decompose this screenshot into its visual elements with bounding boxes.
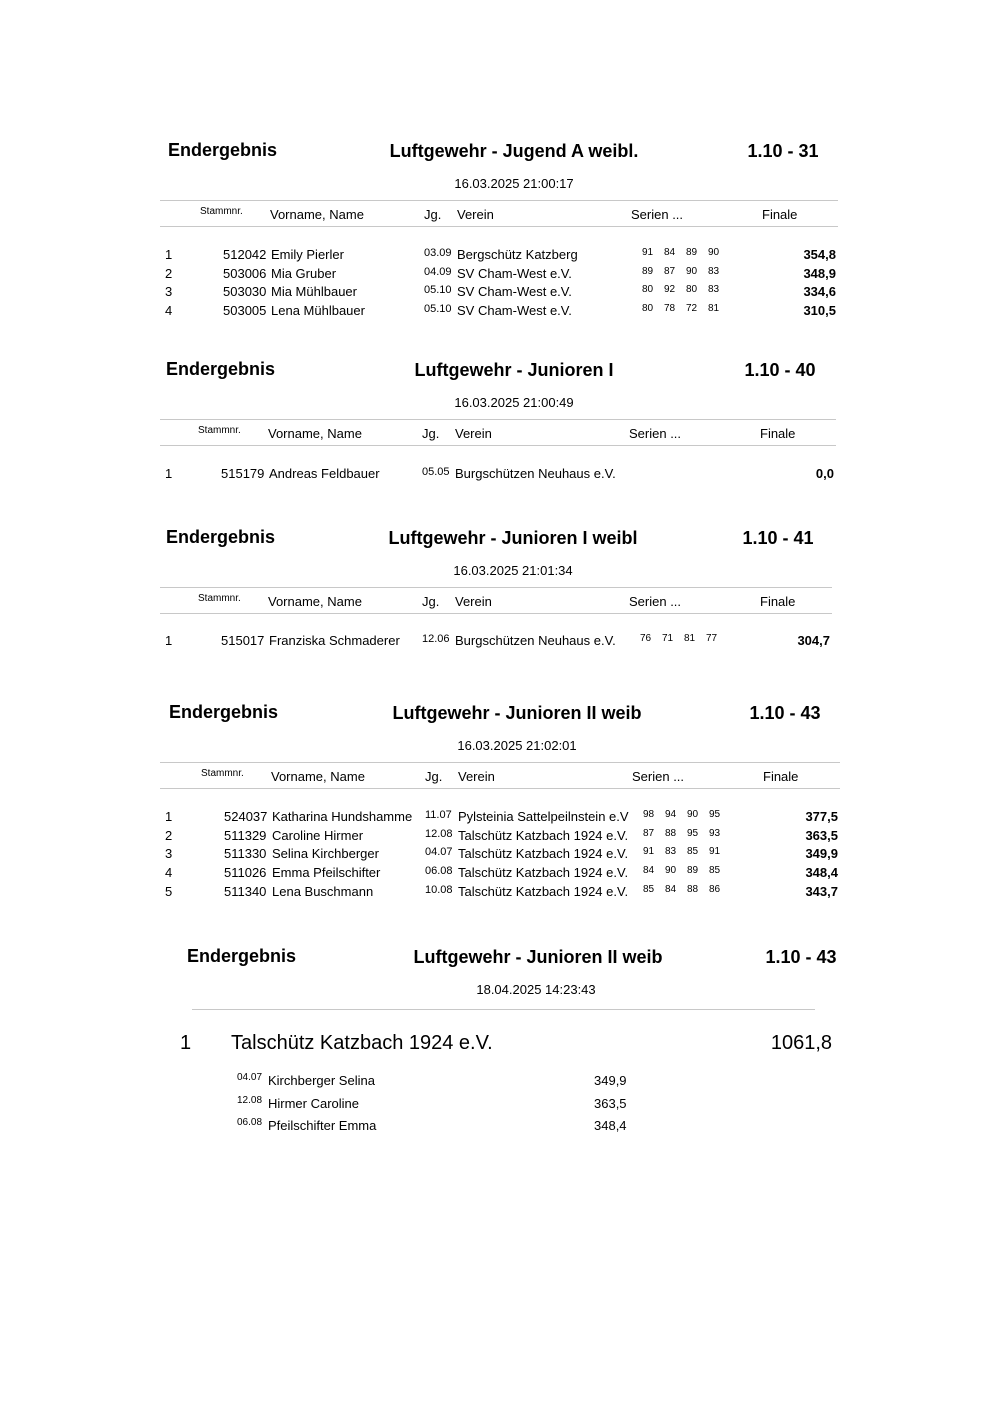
section-datetime: 16.03.2025 21:02:01 xyxy=(457,738,577,753)
team-member-name: Hirmer Caroline xyxy=(268,1096,360,1111)
team-member-jg: 06.08 xyxy=(237,1117,263,1128)
row-jg: 05.10 xyxy=(424,303,452,315)
row-verein: Talschütz Katzbach 1924 e.V. xyxy=(458,828,629,843)
row-finale: 343,7 xyxy=(805,884,838,899)
header-top-divider xyxy=(160,200,838,201)
header-top-divider xyxy=(160,419,836,420)
row-rank: 2 xyxy=(165,266,173,281)
row-stammnr: 503030 xyxy=(223,284,267,299)
row-verein: Talschütz Katzbach 1924 e.V. xyxy=(458,884,629,899)
row-series-score: 84 xyxy=(643,865,655,876)
row-rank: 3 xyxy=(165,846,173,861)
row-name: Franziska Schmaderer xyxy=(269,633,400,648)
header-top-divider xyxy=(160,762,840,763)
column-header-finale: Finale xyxy=(760,594,796,609)
row-series-score: 81 xyxy=(708,303,720,314)
team-member-score: 348,4 xyxy=(594,1118,627,1133)
row-finale: 310,5 xyxy=(803,303,836,318)
section-title: Luftgewehr - Junioren I xyxy=(414,360,614,380)
row-series-score: 90 xyxy=(665,865,677,876)
row-stammnr: 515179 xyxy=(221,466,265,481)
row-jg: 04.09 xyxy=(424,266,452,278)
row-finale: 334,6 xyxy=(803,284,836,299)
row-series-score: 90 xyxy=(687,809,699,820)
row-jg: 04.07 xyxy=(425,846,453,858)
row-series-score: 72 xyxy=(686,303,698,314)
row-stammnr: 511340 xyxy=(224,884,267,899)
header-bottom-divider xyxy=(160,613,832,614)
section-datetime: 16.03.2025 21:00:49 xyxy=(454,395,574,410)
row-finale: 377,5 xyxy=(805,809,838,824)
row-series-score: 83 xyxy=(708,284,720,295)
row-verein: Pylsteinia Sattelpeilnstein e.V xyxy=(458,809,629,824)
row-jg: 12.08 xyxy=(425,828,453,840)
row-series-score: 81 xyxy=(684,633,696,644)
row-series-score: 80 xyxy=(642,303,654,314)
row-rank: 1 xyxy=(165,809,173,824)
row-finale: 363,5 xyxy=(805,828,838,843)
row-series-score: 87 xyxy=(643,828,655,839)
team-section-heading: Endergebnis xyxy=(187,946,297,966)
section-code: 1.10 - 31 xyxy=(747,141,819,161)
row-name: Katharina Hundshamme xyxy=(272,809,413,824)
row-rank: 1 xyxy=(165,633,173,648)
row-jg: 05.05 xyxy=(422,466,450,478)
row-verein: Talschütz Katzbach 1924 e.V. xyxy=(458,846,629,861)
row-series-score: 71 xyxy=(662,633,674,644)
row-verein: Talschütz Katzbach 1924 e.V. xyxy=(458,865,629,880)
row-jg: 10.08 xyxy=(425,884,453,896)
section-heading: Endergebnis xyxy=(166,527,276,547)
row-rank: 5 xyxy=(165,884,173,899)
header-bottom-divider xyxy=(160,226,838,227)
row-series-score: 88 xyxy=(687,884,699,895)
row-verein: SV Cham-West e.V. xyxy=(457,303,572,318)
row-stammnr: 511329 xyxy=(224,828,267,843)
row-series-score: 89 xyxy=(687,865,699,876)
row-rank: 3 xyxy=(165,284,173,299)
row-verein: SV Cham-West e.V. xyxy=(457,284,572,299)
column-header-jg: Jg. xyxy=(422,594,440,609)
row-jg: 05.10 xyxy=(424,284,452,296)
team-total: 1061,8 xyxy=(770,1032,832,1054)
row-finale: 0,0 xyxy=(815,466,834,481)
row-verein: Bergschütz Katzberg xyxy=(457,247,578,262)
row-rank: 4 xyxy=(165,303,173,318)
column-header-name: Vorname, Name xyxy=(268,426,362,441)
row-series-score: 85 xyxy=(643,884,655,895)
row-series-score: 80 xyxy=(686,284,698,295)
row-series-score: 91 xyxy=(709,846,721,857)
header-bottom-divider xyxy=(160,445,836,446)
row-name: Mia Mühlbauer xyxy=(271,284,357,299)
row-rank: 1 xyxy=(165,466,173,481)
team-rank: 1 xyxy=(180,1032,192,1054)
section-code: 1.10 - 43 xyxy=(749,703,821,723)
row-series-score: 85 xyxy=(709,865,721,876)
column-header-verein: Verein xyxy=(457,207,494,222)
row-stammnr: 515017 xyxy=(221,633,265,648)
row-name: Selina Kirchberger xyxy=(272,846,379,861)
column-header-serien: Serien ... xyxy=(629,594,682,609)
row-series-score: 85 xyxy=(687,846,699,857)
row-jg: 12.06 xyxy=(422,633,450,645)
row-series-score: 98 xyxy=(643,809,655,820)
row-stammnr: 503006 xyxy=(223,266,267,281)
row-jg: 06.08 xyxy=(425,865,453,877)
team-member-score: 349,9 xyxy=(594,1073,627,1088)
row-stammnr: 503005 xyxy=(223,303,267,318)
column-header-serien: Serien ... xyxy=(629,426,682,441)
column-header-stammnr: Stammnr. xyxy=(200,206,243,217)
section-heading: Endergebnis xyxy=(168,140,278,160)
row-series-score: 93 xyxy=(709,828,721,839)
column-header-verein: Verein xyxy=(455,426,492,441)
row-name: Emma Pfeilschifter xyxy=(272,865,381,880)
row-series-score: 84 xyxy=(664,247,676,258)
row-series-score: 89 xyxy=(686,247,698,258)
section-title: Luftgewehr - Junioren I weibl xyxy=(388,528,638,548)
section-heading: Endergebnis xyxy=(169,702,279,722)
section-code: 1.10 - 41 xyxy=(742,528,814,548)
team-member-jg: 12.08 xyxy=(237,1095,263,1106)
row-series-score: 90 xyxy=(708,247,720,258)
column-header-finale: Finale xyxy=(762,207,798,222)
row-series-score: 83 xyxy=(708,266,720,277)
row-name: Lena Buschmann xyxy=(272,884,374,899)
column-header-name: Vorname, Name xyxy=(268,594,362,609)
row-name: Andreas Feldbauer xyxy=(269,466,380,481)
section-title: Luftgewehr - Jugend A weibl. xyxy=(389,141,639,161)
row-series-score: 80 xyxy=(642,284,654,295)
row-stammnr: 511330 xyxy=(224,846,267,861)
row-finale: 354,8 xyxy=(803,247,836,262)
column-header-serien: Serien ... xyxy=(632,769,685,784)
row-verein: Burgschützen Neuhaus e.V. xyxy=(455,466,616,481)
row-series-score: 76 xyxy=(640,633,652,644)
row-series-score: 91 xyxy=(642,247,654,258)
column-header-name: Vorname, Name xyxy=(271,769,365,784)
row-jg: 11.07 xyxy=(425,809,452,821)
team-section-code: 1.10 - 43 xyxy=(765,947,837,967)
section-datetime: 16.03.2025 21:01:34 xyxy=(453,563,573,578)
row-series-score: 87 xyxy=(664,266,676,277)
column-header-name: Vorname, Name xyxy=(270,207,364,222)
team-member-name: Kirchberger Selina xyxy=(268,1073,375,1088)
row-series-score: 86 xyxy=(709,884,721,895)
row-stammnr: 512042 xyxy=(223,247,267,262)
team-section-datetime: 18.04.2025 14:23:43 xyxy=(476,982,596,997)
column-header-finale: Finale xyxy=(763,769,799,784)
row-finale: 349,9 xyxy=(805,846,838,861)
row-series-score: 88 xyxy=(665,828,677,839)
row-verein: Burgschützen Neuhaus e.V. xyxy=(455,633,616,648)
row-name: Lena Mühlbauer xyxy=(271,303,365,318)
row-series-score: 94 xyxy=(665,809,677,820)
column-header-jg: Jg. xyxy=(422,426,440,441)
header-bottom-divider xyxy=(160,788,840,789)
row-series-score: 91 xyxy=(643,846,655,857)
row-series-score: 78 xyxy=(664,303,676,314)
row-name: Caroline Hirmer xyxy=(272,828,364,843)
row-series-score: 89 xyxy=(642,266,654,277)
row-finale: 348,4 xyxy=(805,865,838,880)
row-rank: 1 xyxy=(165,247,173,262)
header-top-divider xyxy=(160,587,832,588)
team-section-divider xyxy=(192,1009,815,1010)
team-member-jg: 04.07 xyxy=(237,1072,263,1083)
row-finale: 348,9 xyxy=(803,266,836,281)
team-name: Talschütz Katzbach 1924 e.V. xyxy=(231,1032,493,1054)
row-name: Mia Gruber xyxy=(271,266,337,281)
column-header-stammnr: Stammnr. xyxy=(198,593,241,604)
row-jg: 03.09 xyxy=(424,247,452,259)
column-header-stammnr: Stammnr. xyxy=(198,425,241,436)
row-series-score: 90 xyxy=(686,266,698,277)
column-header-serien: Serien ... xyxy=(631,207,684,222)
row-series-score: 95 xyxy=(687,828,699,839)
row-rank: 4 xyxy=(165,865,173,880)
column-header-verein: Verein xyxy=(455,594,492,609)
section-title: Luftgewehr - Junioren II weib xyxy=(392,703,642,723)
column-header-stammnr: Stammnr. xyxy=(201,768,244,779)
column-header-finale: Finale xyxy=(760,426,796,441)
row-stammnr: 524037 xyxy=(224,809,268,824)
row-series-score: 95 xyxy=(709,809,721,820)
column-header-jg: Jg. xyxy=(425,769,443,784)
team-member-name: Pfeilschifter Emma xyxy=(268,1118,377,1133)
row-name: Emily Pierler xyxy=(271,247,344,262)
row-series-score: 83 xyxy=(665,846,677,857)
team-member-score: 363,5 xyxy=(594,1096,627,1111)
column-header-jg: Jg. xyxy=(424,207,442,222)
team-section-title: Luftgewehr - Junioren II weib xyxy=(413,947,663,967)
section-datetime: 16.03.2025 21:00:17 xyxy=(454,176,574,191)
row-rank: 2 xyxy=(165,828,173,843)
section-heading: Endergebnis xyxy=(166,359,276,379)
row-series-score: 77 xyxy=(706,633,718,644)
column-header-verein: Verein xyxy=(458,769,495,784)
section-code: 1.10 - 40 xyxy=(744,360,816,380)
row-verein: SV Cham-West e.V. xyxy=(457,266,572,281)
row-series-score: 92 xyxy=(664,284,676,295)
row-finale: 304,7 xyxy=(797,633,830,648)
row-series-score: 84 xyxy=(665,884,677,895)
row-stammnr: 511026 xyxy=(224,865,267,880)
